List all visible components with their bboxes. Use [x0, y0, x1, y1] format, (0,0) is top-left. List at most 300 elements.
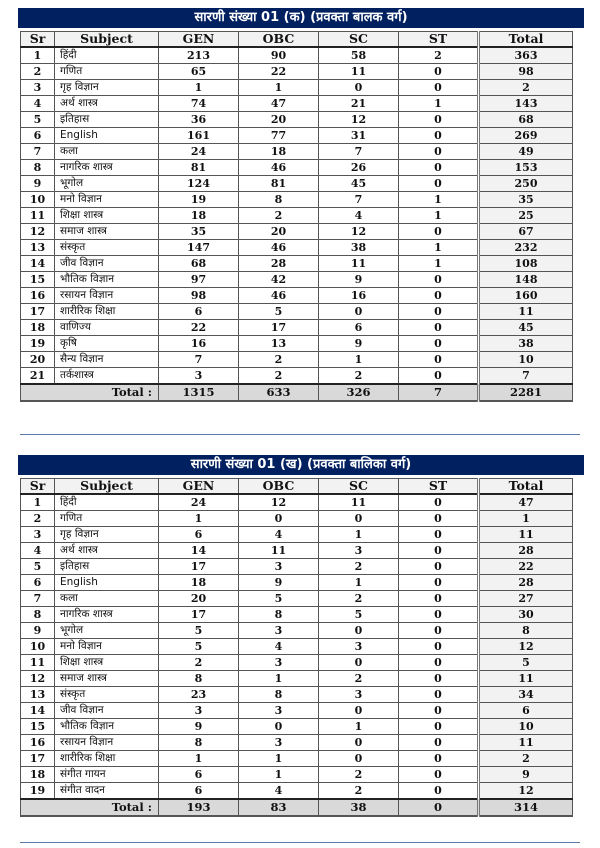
st-cell: 0: [399, 623, 479, 639]
sc-cell: 7: [319, 192, 399, 208]
gen-cell: 8: [159, 671, 239, 687]
table-row: [21, 320, 573, 336]
table-row: [21, 352, 573, 368]
subject-cell: इतिहास: [55, 559, 159, 575]
total-cell: 35: [479, 192, 573, 208]
obc-cell: 1: [239, 671, 319, 687]
col-header-obc: OBC: [239, 32, 319, 48]
divider: [20, 842, 580, 843]
table-row: [21, 80, 573, 96]
sr-cell: 8: [21, 607, 55, 623]
gen-cell: 161: [159, 128, 239, 144]
total-cell: 250: [479, 176, 573, 192]
total-cell: 148: [479, 272, 573, 288]
sr-cell: 6: [21, 575, 55, 591]
obc-cell: 46: [239, 160, 319, 176]
st-cell: 0: [399, 591, 479, 607]
sc-cell: 0: [319, 623, 399, 639]
sc-cell: 11: [319, 494, 399, 511]
total-obc: 633: [239, 384, 319, 401]
subject-cell: समाज शास्त्र: [55, 224, 159, 240]
gen-cell: 17: [159, 607, 239, 623]
gen-cell: 18: [159, 208, 239, 224]
sc-cell: 1: [319, 719, 399, 735]
obc-cell: 3: [239, 623, 319, 639]
sr-cell: 2: [21, 511, 55, 527]
sc-cell: 7: [319, 144, 399, 160]
sc-cell: 11: [319, 64, 399, 80]
total-cell: 2: [479, 80, 573, 96]
obc-cell: 81: [239, 176, 319, 192]
data-table-girls: [20, 478, 573, 817]
sr-cell: 13: [21, 240, 55, 256]
sr-cell: 3: [21, 80, 55, 96]
sc-cell: 0: [319, 703, 399, 719]
subject-cell: शिक्षा शास्त्र: [55, 208, 159, 224]
subject-cell: भौतिक विज्ञान: [55, 719, 159, 735]
table-row: [21, 96, 573, 112]
obc-cell: 20: [239, 224, 319, 240]
gen-cell: 23: [159, 687, 239, 703]
sr-cell: 5: [21, 559, 55, 575]
obc-cell: 1: [239, 80, 319, 96]
gen-cell: 147: [159, 240, 239, 256]
obc-cell: 2: [239, 208, 319, 224]
header-row: [21, 479, 573, 495]
sc-cell: 12: [319, 224, 399, 240]
gen-cell: 16: [159, 336, 239, 352]
total-sc: 38: [319, 799, 399, 816]
sc-cell: 45: [319, 176, 399, 192]
total-total: 2281: [479, 384, 573, 401]
gen-cell: 3: [159, 368, 239, 385]
st-cell: 0: [399, 112, 479, 128]
table-row: [21, 639, 573, 655]
totals-label: Total :: [21, 799, 159, 816]
sr-cell: 19: [21, 783, 55, 800]
sc-cell: 2: [319, 559, 399, 575]
total-cell: 98: [479, 64, 573, 80]
col-header-total: Total: [479, 479, 573, 495]
gen-cell: 5: [159, 639, 239, 655]
sc-cell: 1: [319, 527, 399, 543]
st-cell: 0: [399, 176, 479, 192]
total-total: 314: [479, 799, 573, 816]
col-header-sr: Sr: [21, 32, 55, 48]
total-st: 0: [399, 799, 479, 816]
obc-cell: 17: [239, 320, 319, 336]
subject-cell: मनो विज्ञान: [55, 192, 159, 208]
sc-cell: 0: [319, 304, 399, 320]
table-row: [21, 783, 573, 800]
gen-cell: 6: [159, 527, 239, 543]
sc-cell: 0: [319, 80, 399, 96]
gen-cell: 124: [159, 176, 239, 192]
st-cell: 0: [399, 304, 479, 320]
subject-cell: नागरिक शास्त्र: [55, 160, 159, 176]
st-cell: 0: [399, 144, 479, 160]
sr-cell: 19: [21, 336, 55, 352]
gen-cell: 18: [159, 575, 239, 591]
obc-cell: 8: [239, 192, 319, 208]
sc-cell: 2: [319, 767, 399, 783]
col-header-obc: OBC: [239, 479, 319, 495]
gen-cell: 5: [159, 623, 239, 639]
st-cell: 0: [399, 128, 479, 144]
gen-cell: 35: [159, 224, 239, 240]
table-row: [21, 176, 573, 192]
table-row: [21, 336, 573, 352]
table-row: [21, 687, 573, 703]
col-header-subject: Subject: [55, 479, 159, 495]
obc-cell: 4: [239, 527, 319, 543]
sr-cell: 21: [21, 368, 55, 385]
gen-cell: 9: [159, 719, 239, 735]
subject-cell: समाज शास्त्र: [55, 671, 159, 687]
st-cell: 0: [399, 655, 479, 671]
sc-cell: 11: [319, 256, 399, 272]
obc-cell: 2: [239, 352, 319, 368]
gen-cell: 14: [159, 543, 239, 559]
sc-cell: 58: [319, 47, 399, 64]
subject-cell: गणित: [55, 64, 159, 80]
st-cell: 0: [399, 64, 479, 80]
table-row: [21, 623, 573, 639]
col-header-gen: GEN: [159, 479, 239, 495]
subject-cell: रसायन विज्ञान: [55, 735, 159, 751]
table-row: [21, 208, 573, 224]
sc-cell: 9: [319, 336, 399, 352]
sr-cell: 9: [21, 176, 55, 192]
total-cell: 34: [479, 687, 573, 703]
gen-cell: 22: [159, 320, 239, 336]
sc-cell: 2: [319, 783, 399, 800]
sr-cell: 10: [21, 192, 55, 208]
sc-cell: 3: [319, 687, 399, 703]
sr-cell: 16: [21, 735, 55, 751]
total-cell: 47: [479, 494, 573, 511]
sc-cell: 3: [319, 543, 399, 559]
sc-cell: 0: [319, 751, 399, 767]
total-cell: 10: [479, 719, 573, 735]
table-row: [21, 256, 573, 272]
gen-cell: 6: [159, 767, 239, 783]
table-row: [21, 719, 573, 735]
col-header-sc: SC: [319, 479, 399, 495]
obc-cell: 47: [239, 96, 319, 112]
obc-cell: 4: [239, 639, 319, 655]
sc-cell: 21: [319, 96, 399, 112]
sr-cell: 17: [21, 751, 55, 767]
st-cell: 0: [399, 288, 479, 304]
obc-cell: 3: [239, 655, 319, 671]
gen-cell: 65: [159, 64, 239, 80]
table-row: [21, 575, 573, 591]
obc-cell: 3: [239, 559, 319, 575]
subject-cell: अर्थ शास्त्र: [55, 543, 159, 559]
st-cell: 1: [399, 208, 479, 224]
totals-row: [21, 799, 573, 816]
gen-cell: 6: [159, 783, 239, 800]
subject-cell: वाणिज्य: [55, 320, 159, 336]
gen-cell: 8: [159, 735, 239, 751]
sr-cell: 9: [21, 623, 55, 639]
sc-cell: 6: [319, 320, 399, 336]
sr-cell: 16: [21, 288, 55, 304]
table-row: [21, 607, 573, 623]
gen-cell: 213: [159, 47, 239, 64]
total-cell: 27: [479, 591, 573, 607]
sr-cell: 17: [21, 304, 55, 320]
gen-cell: 24: [159, 494, 239, 511]
subject-cell: शिक्षा शास्त्र: [55, 655, 159, 671]
sr-cell: 1: [21, 494, 55, 511]
st-cell: 0: [399, 336, 479, 352]
table-row: [21, 304, 573, 320]
st-cell: 2: [399, 47, 479, 64]
sr-cell: 5: [21, 112, 55, 128]
gen-cell: 1: [159, 80, 239, 96]
sr-cell: 7: [21, 591, 55, 607]
sr-cell: 11: [21, 208, 55, 224]
st-cell: 0: [399, 783, 479, 800]
subject-cell: जीव विज्ञान: [55, 256, 159, 272]
subject-cell: गृह विज्ञान: [55, 80, 159, 96]
table-row: [21, 224, 573, 240]
total-cell: 2: [479, 751, 573, 767]
table-row: [21, 751, 573, 767]
gen-cell: 98: [159, 288, 239, 304]
obc-cell: 5: [239, 591, 319, 607]
total-cell: 108: [479, 256, 573, 272]
obc-cell: 20: [239, 112, 319, 128]
obc-cell: 11: [239, 543, 319, 559]
total-cell: 1: [479, 511, 573, 527]
table-row: [21, 735, 573, 751]
total-cell: 67: [479, 224, 573, 240]
sc-cell: 9: [319, 272, 399, 288]
obc-cell: 90: [239, 47, 319, 64]
sr-cell: 20: [21, 352, 55, 368]
obc-cell: 77: [239, 128, 319, 144]
gen-cell: 24: [159, 144, 239, 160]
obc-cell: 18: [239, 144, 319, 160]
col-header-sc: SC: [319, 32, 399, 48]
st-cell: 0: [399, 494, 479, 511]
subject-cell: भूगोल: [55, 623, 159, 639]
gen-cell: 68: [159, 256, 239, 272]
subject-cell: गणित: [55, 511, 159, 527]
obc-cell: 9: [239, 575, 319, 591]
sc-cell: 2: [319, 591, 399, 607]
table-row: [21, 671, 573, 687]
total-cell: 7: [479, 368, 573, 385]
st-cell: 0: [399, 224, 479, 240]
subject-cell: कृषि: [55, 336, 159, 352]
totals-label: Total :: [21, 384, 159, 401]
st-cell: 0: [399, 352, 479, 368]
table-title: सारणी संख्या 01 (ख) (प्रवक्ता बालिका वर्ग): [18, 455, 584, 475]
st-cell: 1: [399, 192, 479, 208]
col-header-subject: Subject: [55, 32, 159, 48]
table-row: [21, 767, 573, 783]
table-row: [21, 128, 573, 144]
obc-cell: 8: [239, 687, 319, 703]
total-cell: 38: [479, 336, 573, 352]
sr-cell: 18: [21, 767, 55, 783]
divider: [20, 434, 580, 435]
table-block-boys: [20, 8, 580, 402]
st-cell: 1: [399, 96, 479, 112]
table-row: [21, 655, 573, 671]
sc-cell: 1: [319, 575, 399, 591]
col-header-total: Total: [479, 32, 573, 48]
st-cell: 1: [399, 256, 479, 272]
table-row: [21, 160, 573, 176]
gen-cell: 2: [159, 655, 239, 671]
sr-cell: 15: [21, 272, 55, 288]
sc-cell: 0: [319, 655, 399, 671]
total-obc: 83: [239, 799, 319, 816]
st-cell: 0: [399, 607, 479, 623]
total-cell: 30: [479, 607, 573, 623]
subject-cell: हिंदी: [55, 494, 159, 511]
subject-cell: English: [55, 575, 159, 591]
obc-cell: 1: [239, 751, 319, 767]
obc-cell: 42: [239, 272, 319, 288]
gen-cell: 36: [159, 112, 239, 128]
sc-cell: 38: [319, 240, 399, 256]
total-gen: 1315: [159, 384, 239, 401]
sc-cell: 12: [319, 112, 399, 128]
subject-cell: अर्थ शास्त्र: [55, 96, 159, 112]
sr-cell: 2: [21, 64, 55, 80]
subject-cell: मनो विज्ञान: [55, 639, 159, 655]
sc-cell: 26: [319, 160, 399, 176]
obc-cell: 4: [239, 783, 319, 800]
subject-cell: संस्कृत: [55, 687, 159, 703]
gen-cell: 97: [159, 272, 239, 288]
obc-cell: 8: [239, 607, 319, 623]
header-row: [21, 32, 573, 48]
sc-cell: 2: [319, 368, 399, 385]
table-row: [21, 703, 573, 719]
subject-cell: भूगोल: [55, 176, 159, 192]
st-cell: 0: [399, 527, 479, 543]
table-row: [21, 144, 573, 160]
table-row: [21, 543, 573, 559]
sr-cell: 15: [21, 719, 55, 735]
obc-cell: 3: [239, 703, 319, 719]
obc-cell: 2: [239, 368, 319, 385]
subject-cell: संगीत वादन: [55, 783, 159, 800]
sc-cell: 31: [319, 128, 399, 144]
table-row: [21, 288, 573, 304]
st-cell: 0: [399, 368, 479, 385]
total-cell: 10: [479, 352, 573, 368]
total-cell: 363: [479, 47, 573, 64]
total-cell: 12: [479, 639, 573, 655]
total-cell: 12: [479, 783, 573, 800]
subject-cell: नागरिक शास्त्र: [55, 607, 159, 623]
gen-cell: 19: [159, 192, 239, 208]
sr-cell: 14: [21, 703, 55, 719]
col-header-st: ST: [399, 479, 479, 495]
obc-cell: 0: [239, 719, 319, 735]
total-cell: 25: [479, 208, 573, 224]
table-row: [21, 494, 573, 511]
st-cell: 0: [399, 687, 479, 703]
obc-cell: 13: [239, 336, 319, 352]
table-row: [21, 511, 573, 527]
col-header-gen: GEN: [159, 32, 239, 48]
sr-cell: 8: [21, 160, 55, 176]
total-cell: 11: [479, 671, 573, 687]
gen-cell: 74: [159, 96, 239, 112]
sr-cell: 18: [21, 320, 55, 336]
table-row: [21, 368, 573, 385]
subject-cell: English: [55, 128, 159, 144]
obc-cell: 1: [239, 767, 319, 783]
total-cell: 45: [479, 320, 573, 336]
table-row: [21, 192, 573, 208]
gen-cell: 81: [159, 160, 239, 176]
subject-cell: कला: [55, 144, 159, 160]
totals-row: [21, 384, 573, 401]
obc-cell: 46: [239, 240, 319, 256]
st-cell: 0: [399, 703, 479, 719]
subject-cell: सैन्य विज्ञान: [55, 352, 159, 368]
data-table-boys: [20, 31, 573, 402]
table-row: [21, 112, 573, 128]
col-header-st: ST: [399, 32, 479, 48]
st-cell: 0: [399, 671, 479, 687]
sr-cell: 6: [21, 128, 55, 144]
sc-cell: 3: [319, 639, 399, 655]
subject-cell: संस्कृत: [55, 240, 159, 256]
sr-cell: 12: [21, 671, 55, 687]
gen-cell: 1: [159, 511, 239, 527]
total-cell: 232: [479, 240, 573, 256]
sr-cell: 3: [21, 527, 55, 543]
subject-cell: कला: [55, 591, 159, 607]
table-title: सारणी संख्या 01 (क) (प्रवक्ता बालक वर्ग): [18, 8, 584, 28]
total-cell: 8: [479, 623, 573, 639]
sc-cell: 1: [319, 352, 399, 368]
st-cell: 0: [399, 272, 479, 288]
total-st: 7: [399, 384, 479, 401]
total-cell: 269: [479, 128, 573, 144]
sr-cell: 11: [21, 655, 55, 671]
total-cell: 49: [479, 144, 573, 160]
total-cell: 11: [479, 735, 573, 751]
gen-cell: 3: [159, 703, 239, 719]
sc-cell: 0: [319, 511, 399, 527]
sr-cell: 1: [21, 47, 55, 64]
subject-cell: शारीरिक शिक्षा: [55, 304, 159, 320]
total-cell: 153: [479, 160, 573, 176]
total-gen: 193: [159, 799, 239, 816]
subject-cell: शारीरिक शिक्षा: [55, 751, 159, 767]
total-cell: 160: [479, 288, 573, 304]
gen-cell: 6: [159, 304, 239, 320]
subject-cell: रसायन विज्ञान: [55, 288, 159, 304]
col-header-sr: Sr: [21, 479, 55, 495]
st-cell: 0: [399, 160, 479, 176]
st-cell: 0: [399, 575, 479, 591]
subject-cell: तर्कशास्त्र: [55, 368, 159, 385]
st-cell: 0: [399, 735, 479, 751]
